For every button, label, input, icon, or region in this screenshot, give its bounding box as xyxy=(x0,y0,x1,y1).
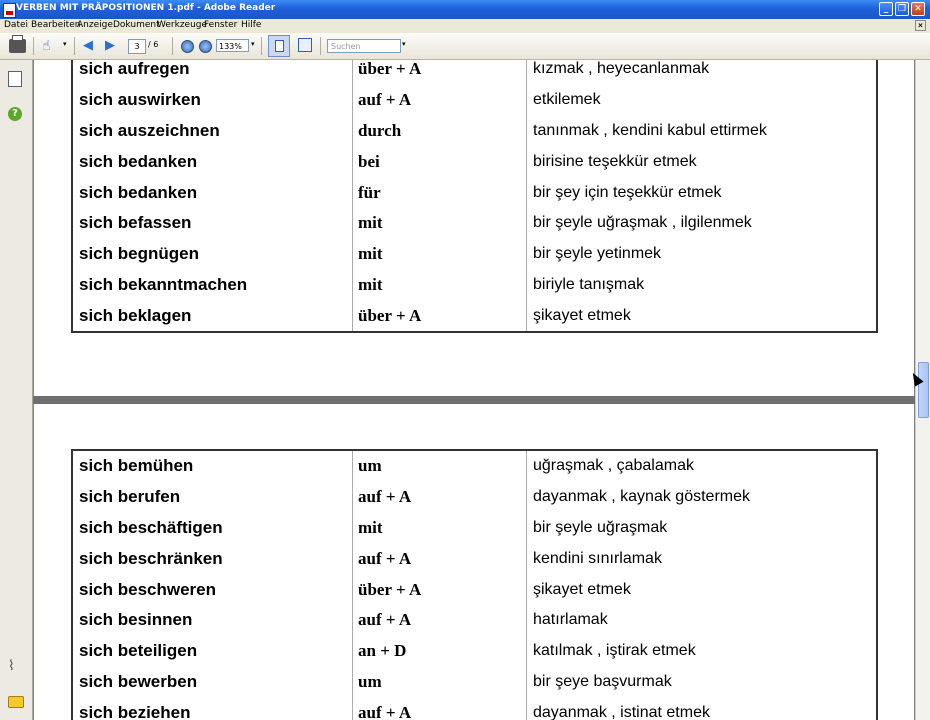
menu-datei[interactable]: Datei xyxy=(4,20,29,30)
menu-bar xyxy=(0,19,930,33)
table-row xyxy=(72,208,877,239)
preposition-cell: über + A xyxy=(353,574,527,605)
pages-panel-icon[interactable] xyxy=(8,71,22,87)
preposition-cell: auf + A xyxy=(353,697,527,720)
previous-page-icon[interactable]: ◀ xyxy=(83,38,93,53)
fit-width-icon[interactable] xyxy=(298,38,312,52)
menu-bearbeiten[interactable]: Bearbeiten xyxy=(31,20,81,30)
verb-cell: sich aufregen xyxy=(72,60,353,85)
meaning-cell: şikayet etmek xyxy=(533,580,631,598)
table-row xyxy=(72,513,877,544)
verb-cell: sich begnügen xyxy=(72,239,353,270)
preposition-cell: um xyxy=(353,450,527,482)
page-separator xyxy=(33,396,915,404)
adobe-reader-icon xyxy=(3,3,16,18)
vertical-scrollbar[interactable] xyxy=(915,60,930,720)
toolbar-separator xyxy=(172,37,173,55)
verb-cell: sich beziehen xyxy=(72,697,353,720)
table-row xyxy=(72,574,877,605)
table-row xyxy=(72,177,877,208)
verb-cell: sich bedanken xyxy=(72,177,353,208)
verb-table xyxy=(71,60,878,333)
verb-cell: sich auszeichnen xyxy=(72,116,353,147)
preposition-cell: an + D xyxy=(353,636,527,667)
preposition-cell: bei xyxy=(353,146,527,177)
document-view[interactable] xyxy=(33,60,915,720)
attachment-icon[interactable]: ⌇ xyxy=(8,658,15,674)
meaning-cell: hatırlamak xyxy=(533,611,608,629)
preposition-cell: mit xyxy=(353,270,527,301)
hand-tool-dropdown-icon[interactable]: ▾ xyxy=(63,40,67,48)
comments-icon[interactable] xyxy=(8,696,24,708)
verb-cell: sich besinnen xyxy=(72,605,353,636)
meaning-cell: bir şey için teşekkür etmek xyxy=(533,183,722,201)
verb-cell: sich bekanntmachen xyxy=(72,270,353,301)
document-close-icon[interactable]: × xyxy=(915,20,926,31)
meaning-cell: dayanmak , kaynak göstermek xyxy=(533,488,750,506)
preposition-cell: über + A xyxy=(353,60,527,85)
verb-cell: sich beschweren xyxy=(72,574,353,605)
page-total: / 6 xyxy=(148,40,159,49)
title-bar xyxy=(0,0,930,19)
pdf-page xyxy=(34,404,914,720)
preposition-cell: mit xyxy=(353,513,527,544)
menu-hilfe[interactable]: Hilfe xyxy=(241,20,262,30)
verb-cell: sich bemühen xyxy=(72,450,353,482)
preposition-cell: auf + A xyxy=(353,85,527,116)
table-row xyxy=(72,146,877,177)
print-icon[interactable] xyxy=(9,39,26,53)
scrollbar-thumb[interactable] xyxy=(918,362,929,418)
verb-cell: sich bewerben xyxy=(72,667,353,698)
preposition-cell: auf + A xyxy=(353,482,527,513)
preposition-cell: auf + A xyxy=(353,543,527,574)
table-row xyxy=(72,605,877,636)
verb-cell: sich beteiligen xyxy=(72,636,353,667)
hand-tool-icon[interactable]: ☝ xyxy=(42,38,51,54)
next-page-icon[interactable]: ▶ xyxy=(105,38,115,53)
meaning-cell: bir şeyle uğraşmak , ilgilenmek xyxy=(533,214,752,232)
preposition-cell: auf + A xyxy=(353,605,527,636)
table-row xyxy=(72,543,877,574)
zoom-out-icon[interactable] xyxy=(181,40,194,53)
preposition-cell: über + A xyxy=(353,300,527,332)
table-row xyxy=(72,300,877,332)
verb-cell: sich beschäftigen xyxy=(72,513,353,544)
meaning-cell: etkilemek xyxy=(533,91,601,109)
navigation-pane xyxy=(0,60,33,720)
table-row xyxy=(72,450,877,482)
meaning-cell: dayanmak , istinat etmek xyxy=(533,703,710,720)
meaning-cell: biriyle tanışmak xyxy=(533,275,645,293)
preposition-cell: mit xyxy=(353,208,527,239)
preposition-cell: um xyxy=(353,667,527,698)
meaning-cell: tanınmak , kendini kabul ettirmek xyxy=(533,121,767,139)
meaning-cell: katılmak , iştirak etmek xyxy=(533,642,696,660)
toolbar-separator xyxy=(261,37,262,55)
table-row xyxy=(72,697,877,720)
meaning-cell: bir şeye başvurmak xyxy=(533,672,672,690)
table-row xyxy=(72,482,877,513)
toolbar-separator xyxy=(74,37,75,55)
table-row xyxy=(72,239,877,270)
meaning-cell: bir şeyle uğraşmak xyxy=(533,518,668,536)
verb-cell: sich berufen xyxy=(72,482,353,513)
table-row xyxy=(72,60,877,85)
preposition-cell: mit xyxy=(353,239,527,270)
search-dropdown-icon[interactable]: ▾ xyxy=(402,40,406,48)
table-row xyxy=(72,116,877,147)
table-row xyxy=(72,270,877,301)
zoom-in-icon[interactable] xyxy=(199,40,212,53)
window-title: VERBEN MIT PRÄPOSITIONEN 1.pdf - Adobe Reader xyxy=(16,3,276,13)
toolbar-separator xyxy=(33,37,34,55)
table-row xyxy=(72,636,877,667)
verb-cell: sich bedanken xyxy=(72,146,353,177)
meaning-cell: kızmak , heyecanlanmak xyxy=(533,60,710,78)
verb-table xyxy=(71,449,878,720)
verb-cell: sich beschränken xyxy=(72,543,353,574)
zoom-dropdown-icon[interactable]: ▾ xyxy=(251,40,255,48)
meaning-cell: bir şeyle yetinmek xyxy=(533,245,662,263)
toolbar-separator xyxy=(320,37,321,55)
pdf-page xyxy=(34,60,914,396)
help-icon[interactable]: ? xyxy=(8,107,22,121)
preposition-cell: für xyxy=(353,177,527,208)
restore-button[interactable]: ❐ xyxy=(895,2,909,16)
preposition-cell: durch xyxy=(353,116,527,147)
meaning-cell: uğraşmak , çabalamak xyxy=(527,450,878,482)
menu-anzeige[interactable]: Anzeige xyxy=(77,20,113,30)
fit-page-icon[interactable] xyxy=(268,35,290,57)
close-button[interactable]: ✕ xyxy=(911,2,925,16)
page-number-input[interactable]: 3 xyxy=(128,39,146,54)
table-row xyxy=(72,667,877,698)
meaning-cell: birisine teşekkür etmek xyxy=(533,152,697,170)
verb-cell: sich befassen xyxy=(72,208,353,239)
minimize-button[interactable]: _ xyxy=(879,2,893,16)
verb-cell: sich beklagen xyxy=(72,300,353,332)
meaning-cell: kendini sınırlamak xyxy=(533,549,662,567)
zoom-input[interactable]: 133% xyxy=(216,39,249,52)
menu-dokument[interactable]: Dokument xyxy=(113,20,160,30)
menu-fenster[interactable]: Fenster xyxy=(204,20,238,30)
meaning-cell: şikayet etmek xyxy=(533,306,631,324)
menu-werkzeuge[interactable]: Werkzeuge xyxy=(157,20,208,30)
verb-cell: sich auswirken xyxy=(72,85,353,116)
table-row xyxy=(72,85,877,116)
search-input[interactable]: Suchen xyxy=(327,39,401,53)
